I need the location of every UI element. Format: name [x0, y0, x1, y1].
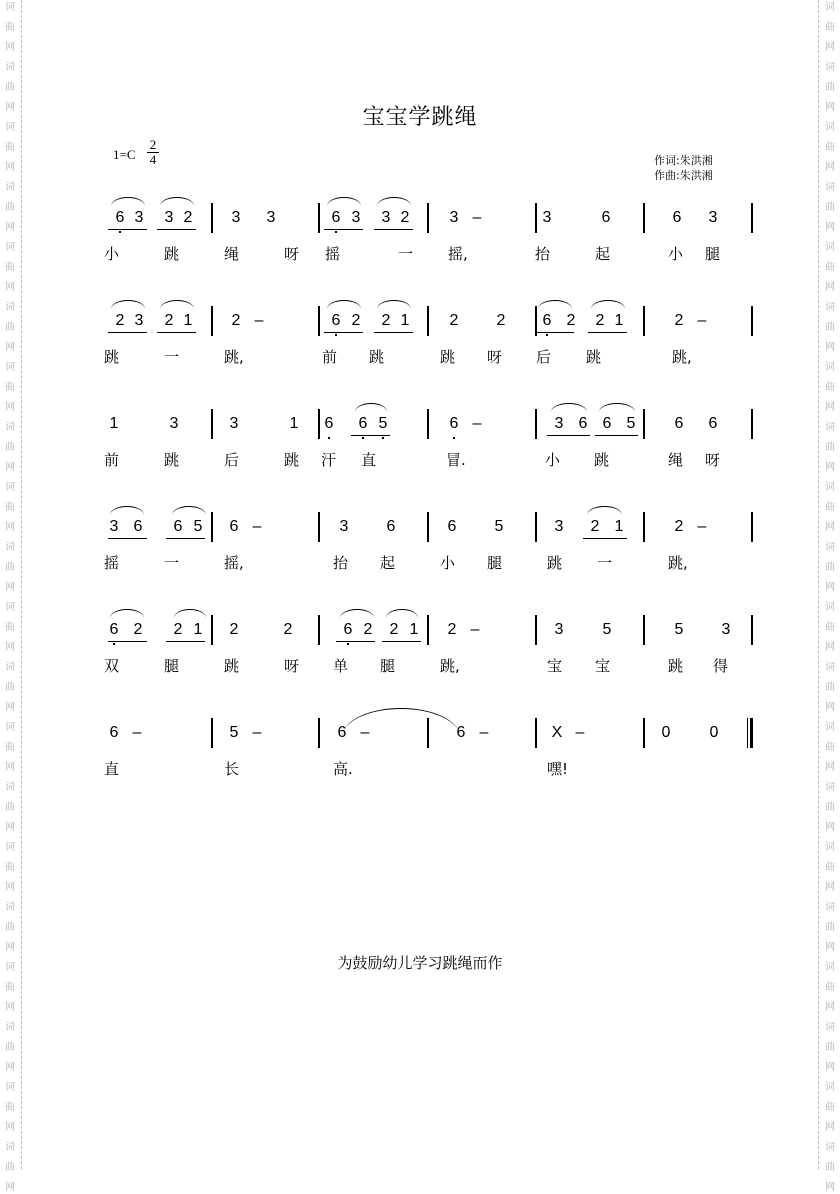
note: 2 [400, 209, 410, 226]
watermark-text: 词 曲 网 [5, 722, 15, 773]
note: 6 [133, 518, 143, 535]
note: 3 [542, 209, 552, 226]
barline [211, 306, 213, 336]
beam-underline [324, 332, 363, 333]
beam-underline [166, 641, 205, 642]
watermark-text: 词 曲 网 [825, 362, 835, 413]
note: 2 [447, 621, 457, 638]
barline [427, 203, 429, 233]
beam-underline [535, 332, 574, 333]
note: 1 [109, 415, 119, 432]
lyric: 直 [104, 760, 120, 778]
note: 2 [351, 312, 361, 329]
watermark-text: 词 曲 网 [5, 362, 15, 413]
note: 6 [109, 724, 119, 741]
lyric: 跳 [224, 657, 240, 675]
watermark-text: 词 曲 网 [825, 902, 835, 953]
lyric: 跳 [369, 348, 385, 366]
lyric: 宝 [595, 657, 611, 675]
beam-underline [547, 435, 590, 436]
note: X [551, 724, 563, 741]
beam-underline [588, 332, 627, 333]
watermark-text: 词 曲 网 [5, 962, 15, 1013]
note: 3 [554, 621, 564, 638]
margin-line-left [21, 0, 22, 1169]
note: 3 [554, 415, 564, 432]
note: 5 [494, 518, 504, 535]
slur [110, 506, 144, 515]
note: 3 [229, 415, 239, 432]
beam-underline [382, 641, 421, 642]
watermark-text: 词 曲 网 [5, 1142, 15, 1193]
watermark-text: 词 曲 网 [825, 122, 835, 173]
note: 2 [183, 209, 193, 226]
watermark-text: 词 曲 网 [5, 2, 15, 53]
lyric: 呀 [284, 245, 300, 263]
note: 6 [173, 518, 183, 535]
slur [377, 197, 411, 206]
watermark-text: 词 曲 网 [825, 662, 835, 713]
note: 1 [193, 621, 203, 638]
watermark-text: 词 曲 网 [825, 842, 835, 893]
barline [427, 306, 429, 336]
note: 3 [449, 209, 459, 226]
watermark-text: 词 曲 网 [5, 542, 15, 593]
watermark-text: 词 曲 网 [825, 1022, 835, 1073]
lyric: 跳, [672, 348, 692, 366]
barline [751, 615, 753, 645]
note: 2 [496, 312, 506, 329]
final-barline [747, 718, 751, 748]
watermark-text: 词 曲 网 [825, 242, 835, 293]
note: 1 [400, 312, 410, 329]
slur [160, 300, 194, 309]
lyric: 摇 [104, 554, 120, 572]
watermark-text: 词 曲 网 [5, 902, 15, 953]
note: 6 [329, 209, 343, 227]
lyric: 起 [595, 245, 611, 263]
lyric: 小 [440, 554, 456, 572]
note: 3 [339, 518, 349, 535]
barline [535, 409, 537, 439]
note: 2 [590, 518, 600, 535]
note: 3 [231, 209, 241, 226]
lyric: 跳 [547, 554, 563, 572]
watermark-text: 词 曲 网 [825, 1082, 835, 1133]
lyric: 一 [398, 245, 414, 263]
slur [110, 609, 144, 618]
note: 1 [183, 312, 193, 329]
watermark-text: 词 曲 网 [5, 602, 15, 653]
slur [327, 197, 361, 206]
credits [654, 153, 713, 183]
lyric: 抬 [333, 554, 349, 572]
lyric: 跳 [668, 657, 684, 675]
time-denominator: 4 [149, 152, 157, 167]
note: 6 [540, 312, 554, 330]
beam-underline [336, 641, 375, 642]
watermark-text: 词 曲 网 [5, 422, 15, 473]
lyric: 起 [380, 554, 396, 572]
note: 3 [351, 209, 361, 226]
lyric: 一 [164, 554, 180, 572]
note: 6 [113, 209, 127, 227]
note: 2 [449, 312, 459, 329]
note: 6 [672, 209, 682, 226]
watermark-text: 词 曲 网 [825, 2, 835, 53]
slur [174, 609, 206, 618]
note: 3 [134, 209, 144, 226]
lyric: 跳 [284, 451, 300, 469]
watermark-text: 词 曲 网 [825, 482, 835, 533]
slur [111, 300, 145, 309]
note: 2 [229, 621, 239, 638]
beam-underline [583, 538, 627, 539]
note: 2 [566, 312, 576, 329]
barline [427, 512, 429, 542]
beam-underline [595, 435, 638, 436]
note: 6 [229, 518, 239, 535]
watermark-text: 词 曲 网 [825, 302, 835, 353]
song-title: 宝宝学跳绳 [362, 105, 478, 130]
beam-underline [157, 229, 196, 230]
barline [751, 409, 753, 439]
barline [535, 718, 537, 748]
note: 6 [674, 415, 684, 432]
note: 2 [381, 312, 391, 329]
note: – [254, 312, 264, 329]
lyric: 腿 [380, 657, 396, 675]
watermark-text: 词 曲 网 [5, 62, 15, 113]
note: 2 [133, 621, 143, 638]
note: 2 [389, 621, 399, 638]
barline [318, 615, 320, 645]
slur [340, 609, 374, 618]
lyric: 摇 [325, 245, 341, 263]
note: 3 [109, 518, 119, 535]
lyric: 宝 [547, 657, 563, 675]
note: 3 [721, 621, 731, 638]
note: 3 [164, 209, 174, 226]
slur [172, 506, 206, 515]
watermark-text: 词 曲 网 [5, 782, 15, 833]
watermark-text: 词 曲 网 [825, 722, 835, 773]
slur [111, 197, 145, 206]
lyricist: 作词:朱洪湘 [654, 154, 713, 167]
note: 2 [173, 621, 183, 638]
watermark-text: 词 曲 网 [825, 962, 835, 1013]
lyric: 跳, [668, 554, 688, 572]
lyric: 跳 [164, 451, 180, 469]
barline [643, 615, 645, 645]
watermark-text: 词 曲 网 [825, 182, 835, 233]
beam-underline [108, 229, 147, 230]
note: 1 [409, 621, 419, 638]
lyric: 抬 [535, 245, 551, 263]
lyric: 摇, [448, 245, 468, 263]
barline [427, 615, 429, 645]
barline [318, 203, 320, 233]
note: – [252, 724, 262, 741]
slur [591, 300, 625, 309]
barline [751, 306, 753, 336]
note: 6 [601, 209, 611, 226]
note: – [479, 724, 489, 741]
beam-underline [351, 435, 390, 436]
note: 0 [661, 724, 671, 741]
barline [318, 306, 320, 336]
time-numerator: 2 [147, 138, 159, 153]
lyric: 腿 [705, 245, 721, 263]
slur [587, 506, 622, 515]
slur [538, 300, 572, 309]
note: 6 [337, 724, 347, 741]
lyric: 直 [361, 451, 377, 469]
barline [427, 409, 429, 439]
beam-underline [108, 538, 147, 539]
lyric: 汗 [321, 451, 337, 469]
note: – [697, 518, 707, 535]
note: 6 [447, 415, 461, 433]
watermark-text: 词 曲 网 [5, 1082, 15, 1133]
lyric: 呀 [487, 348, 503, 366]
watermark-right [823, 0, 837, 1193]
time-signature [147, 138, 159, 167]
note: 6 [578, 415, 588, 432]
note: – [472, 209, 482, 226]
note: 1 [614, 312, 624, 329]
lyric: 前 [322, 348, 338, 366]
barline [535, 512, 537, 542]
footer-note: 为鼓励幼儿学习跳绳而作 [337, 954, 503, 972]
note: 2 [595, 312, 605, 329]
beam-underline [108, 641, 147, 642]
note: – [472, 415, 482, 432]
note: 5 [674, 621, 684, 638]
note: 6 [456, 724, 466, 741]
lyric: 跳 [594, 451, 610, 469]
barline [211, 615, 213, 645]
barline [211, 718, 213, 748]
watermark-text: 词 曲 网 [825, 782, 835, 833]
lyric: 摇, [224, 554, 244, 572]
note: 2 [674, 518, 684, 535]
lyric: 跳, [440, 657, 460, 675]
lyric: 后 [224, 451, 240, 469]
slur [327, 300, 361, 309]
beam-underline [374, 229, 413, 230]
note: 6 [322, 415, 336, 433]
lyric: 小 [668, 245, 684, 263]
lyric: 呀 [284, 657, 300, 675]
note: 2 [231, 312, 241, 329]
lyric: 长 [224, 760, 240, 778]
lyric: 腿 [164, 657, 180, 675]
composer: 作曲:朱洪湘 [654, 169, 713, 182]
note: 6 [447, 518, 457, 535]
lyric: 跳 [586, 348, 602, 366]
margin-line-right [818, 0, 819, 1169]
lyric: 绳 [668, 451, 684, 469]
lyric: 小 [104, 245, 120, 263]
note: – [575, 724, 585, 741]
barline [318, 409, 320, 439]
note: 1 [289, 415, 299, 432]
lyric: 跳 [164, 245, 180, 263]
note: 2 [164, 312, 174, 329]
lyric: 一 [597, 554, 613, 572]
watermark-text: 词 曲 网 [5, 122, 15, 173]
beam-underline [374, 332, 413, 333]
watermark-text: 词 曲 网 [825, 542, 835, 593]
lyric: 后 [536, 348, 552, 366]
note: – [252, 518, 262, 535]
note: 5 [376, 415, 390, 433]
beam-underline [324, 229, 363, 230]
slur [355, 403, 387, 412]
barline [643, 718, 645, 748]
barline [535, 615, 537, 645]
watermark-text: 词 曲 网 [5, 482, 15, 533]
key-signature: 1=C [113, 147, 136, 162]
note: – [470, 621, 480, 638]
watermark-text: 词 曲 网 [5, 182, 15, 233]
note: 6 [341, 621, 355, 639]
barline [211, 512, 213, 542]
watermark-text: 词 曲 网 [5, 1022, 15, 1073]
note: 6 [708, 415, 718, 432]
watermark-left [3, 0, 17, 1193]
note: 3 [169, 415, 179, 432]
barline [751, 203, 753, 233]
barline [751, 512, 753, 542]
note: 2 [363, 621, 373, 638]
note: 2 [115, 312, 125, 329]
barline [643, 512, 645, 542]
barline [643, 203, 645, 233]
watermark-text: 词 曲 网 [5, 242, 15, 293]
watermark-text: 词 曲 网 [825, 62, 835, 113]
lyric: 绳 [224, 245, 240, 263]
lyric: 小 [545, 451, 561, 469]
note: 5 [229, 724, 239, 741]
lyric: 双 [104, 657, 120, 675]
beam-underline [108, 332, 147, 333]
note: 6 [602, 415, 612, 432]
note: – [132, 724, 142, 741]
barline [211, 203, 213, 233]
watermark-text: 词 曲 网 [5, 302, 15, 353]
beam-underline [157, 332, 196, 333]
barline [535, 203, 537, 233]
lyric: 跳 [104, 348, 120, 366]
slur [160, 197, 194, 206]
barline [318, 718, 320, 748]
lyric: 高. [333, 760, 353, 778]
note: – [360, 724, 370, 741]
barline [211, 409, 213, 439]
beam-underline [166, 538, 205, 539]
note: 6 [386, 518, 396, 535]
lyric: 单 [333, 657, 349, 675]
note: 6 [329, 312, 343, 330]
note: 1 [614, 518, 624, 535]
note: 0 [709, 724, 719, 741]
slur [377, 300, 411, 309]
lyric: 跳, [224, 348, 244, 366]
watermark-text: 词 曲 网 [825, 422, 835, 473]
lyric: 冒. [446, 451, 466, 469]
note: 2 [674, 312, 684, 329]
watermark-text: 词 曲 网 [825, 1142, 835, 1193]
note: 2 [283, 621, 293, 638]
lyric: 跳 [440, 348, 456, 366]
note: 5 [602, 621, 612, 638]
barline [643, 409, 645, 439]
note: – [697, 312, 707, 329]
note: 6 [356, 415, 370, 433]
note: 3 [381, 209, 391, 226]
barline [643, 306, 645, 336]
lyric: 腿 [487, 554, 503, 572]
note: 5 [626, 415, 636, 432]
lyric: 一 [164, 348, 180, 366]
slur [599, 403, 635, 412]
note: 3 [708, 209, 718, 226]
note: 3 [266, 209, 276, 226]
watermark-text: 词 曲 网 [825, 602, 835, 653]
note: 3 [134, 312, 144, 329]
note: 6 [107, 621, 121, 639]
lyric: 嘿! [547, 760, 569, 778]
watermark-text: 词 曲 网 [5, 842, 15, 893]
lyric: 呀 [705, 451, 721, 469]
barline [318, 512, 320, 542]
note: 5 [193, 518, 203, 535]
lyric: 得 [713, 657, 729, 675]
slur [551, 403, 587, 412]
watermark-text: 词 曲 网 [5, 662, 15, 713]
lyric: 前 [104, 451, 120, 469]
note: 3 [554, 518, 564, 535]
slur [386, 609, 418, 618]
